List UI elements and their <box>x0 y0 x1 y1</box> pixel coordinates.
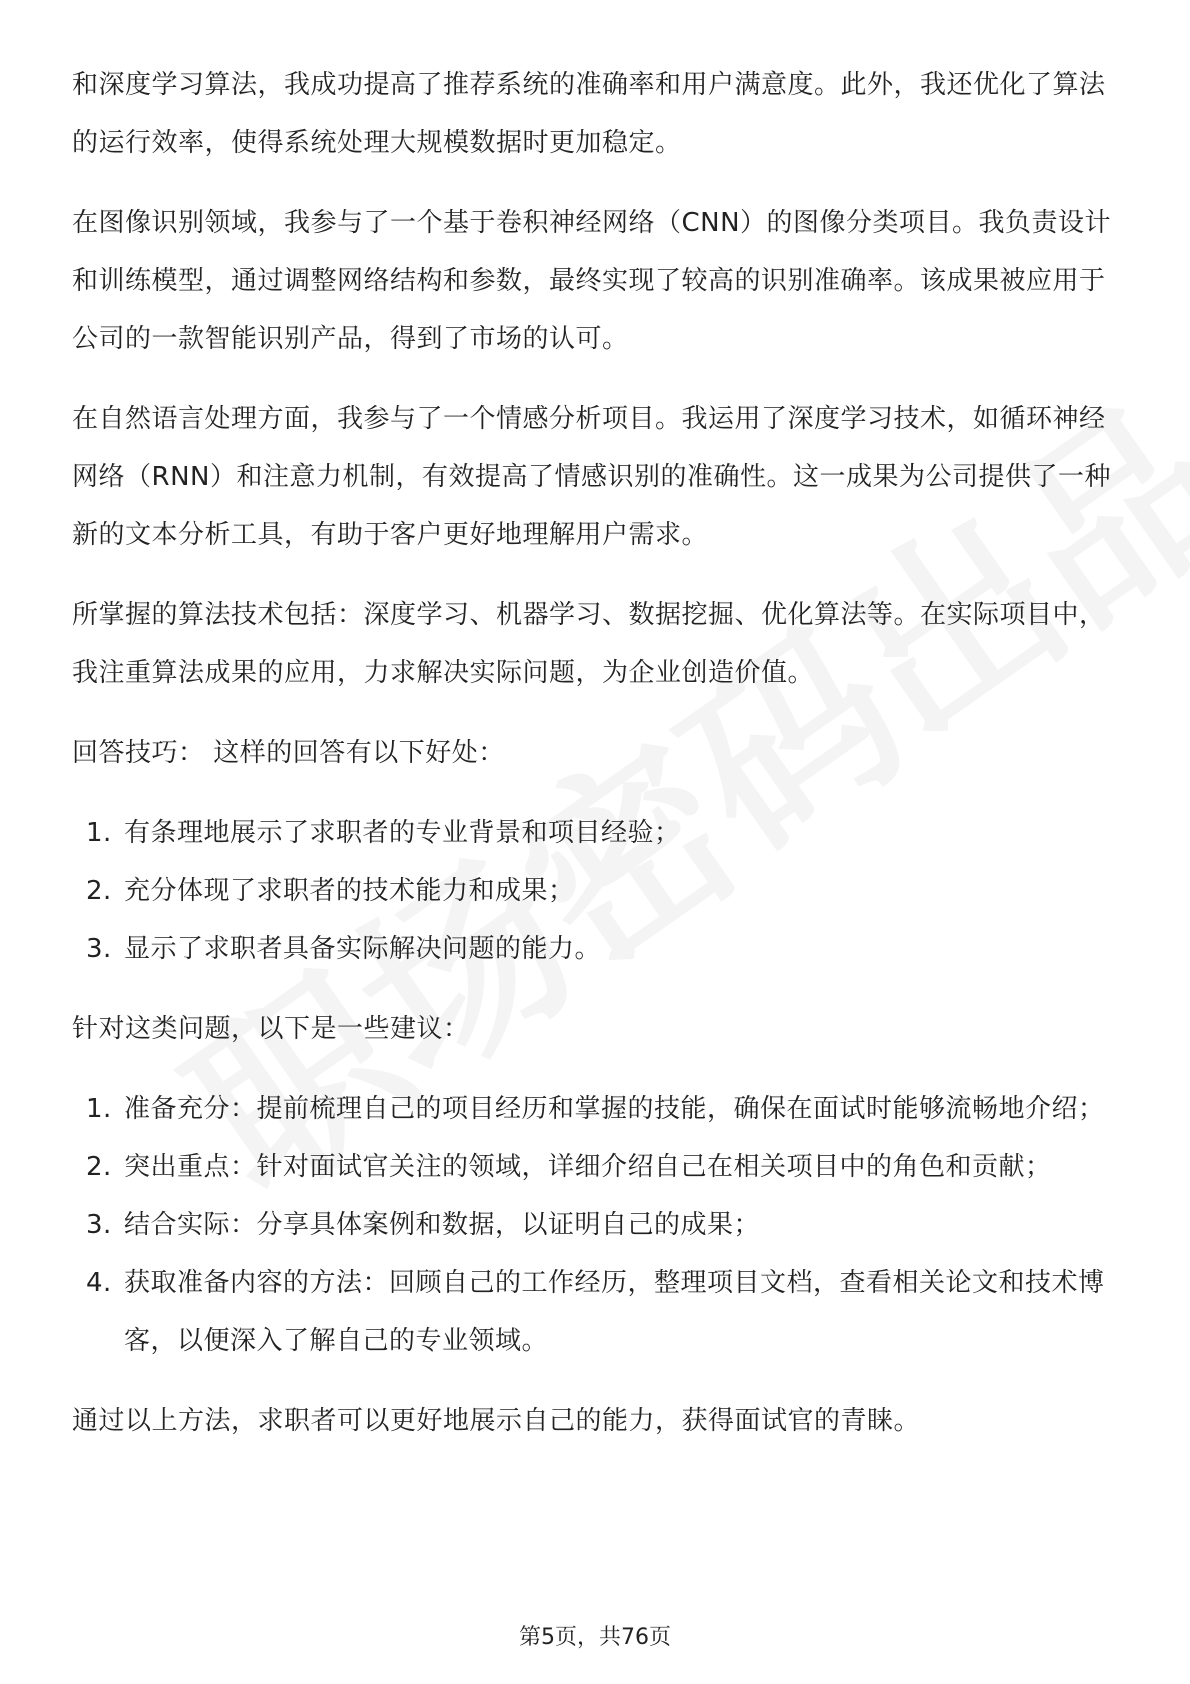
list-item <box>72 804 1122 862</box>
list-text: 结合实际：分享具体案例和数据，以证明自己的成果； <box>124 1210 761 1240</box>
advice-heading: 针对这类问题，以下是一些建议： <box>72 1014 470 1044</box>
closing-paragraph: 通过以上方法，求职者可以更好地展示自己的能力，获得面试官的青睐。 <box>72 1406 921 1436</box>
list-item <box>72 862 1122 920</box>
list-item <box>72 1196 1122 1254</box>
list-item <box>72 1080 1122 1138</box>
list-text: 获取准备内容的方法：回顾自己的工作经历，整理项目文档，查看相关论文和技术博客，以便深入了解自己的专业领域。 <box>124 1268 1105 1356</box>
document-body <box>72 56 1122 1472</box>
list-number: 1. <box>86 1094 112 1124</box>
list-number: 3. <box>86 934 112 964</box>
list-number: 3. <box>86 1210 112 1240</box>
page-number-footer: 第5页，共76页 <box>519 1625 671 1650</box>
paragraph-nlp: 在自然语言处理方面，我参与了一个情感分析项目。我运用了深度学习技术，如循环神经网络（RNN）和注意力机制，有效提高了情感识别的准确性。这一成果为公司提供了一种新的文本分析工具，有助于客户更好地理解用户需求。 <box>72 404 1111 550</box>
paragraph-recommendation: 和深度学习算法，我成功提高了推荐系统的准确率和用户满意度。此外，我还优化了算法的运行效率，使得系统处理大规模数据时更加稳定。 <box>72 70 1106 158</box>
list-item <box>72 1254 1122 1370</box>
list-text: 准备充分：提前梳理自己的项目经历和掌握的技能，确保在面试时能够流畅地介绍； <box>124 1094 1105 1124</box>
paragraph-image-recognition: 在图像识别领域，我参与了一个基于卷积神经网络（CNN）的图像分类项目。我负责设计和训练模型，通过调整网络结构和参数，最终实现了较高的识别准确率。该成果被应用于公司的一款智能识别产品，得到了市场的认可。 <box>72 208 1112 354</box>
list-text: 充分体现了求职者的技术能力和成果； <box>124 876 575 906</box>
list-text: 突出重点：针对面试官关注的领域，详细介绍自己在相关项目中的角色和贡献； <box>124 1152 1052 1182</box>
list-item <box>72 1138 1122 1196</box>
list-text: 显示了求职者具备实际解决问题的能力。 <box>124 934 602 964</box>
list-number: 4. <box>86 1268 112 1298</box>
tips-heading: 回答技巧： 这样的回答有以下好处： <box>72 738 505 768</box>
list-text: 有条理地展示了求职者的专业背景和项目经验； <box>124 818 681 848</box>
paragraph-skills: 所掌握的算法技术包括：深度学习、机器学习、数据挖掘、优化算法等。在实际项目中，我注重算法成果的应用，力求解决实际问题，为企业创造价值。 <box>72 600 1106 688</box>
list-number: 2. <box>86 876 112 906</box>
tips-list <box>72 804 1122 978</box>
list-number: 2. <box>86 1152 112 1182</box>
advice-list <box>72 1080 1122 1370</box>
list-number: 1. <box>86 818 112 848</box>
list-item <box>72 920 1122 978</box>
